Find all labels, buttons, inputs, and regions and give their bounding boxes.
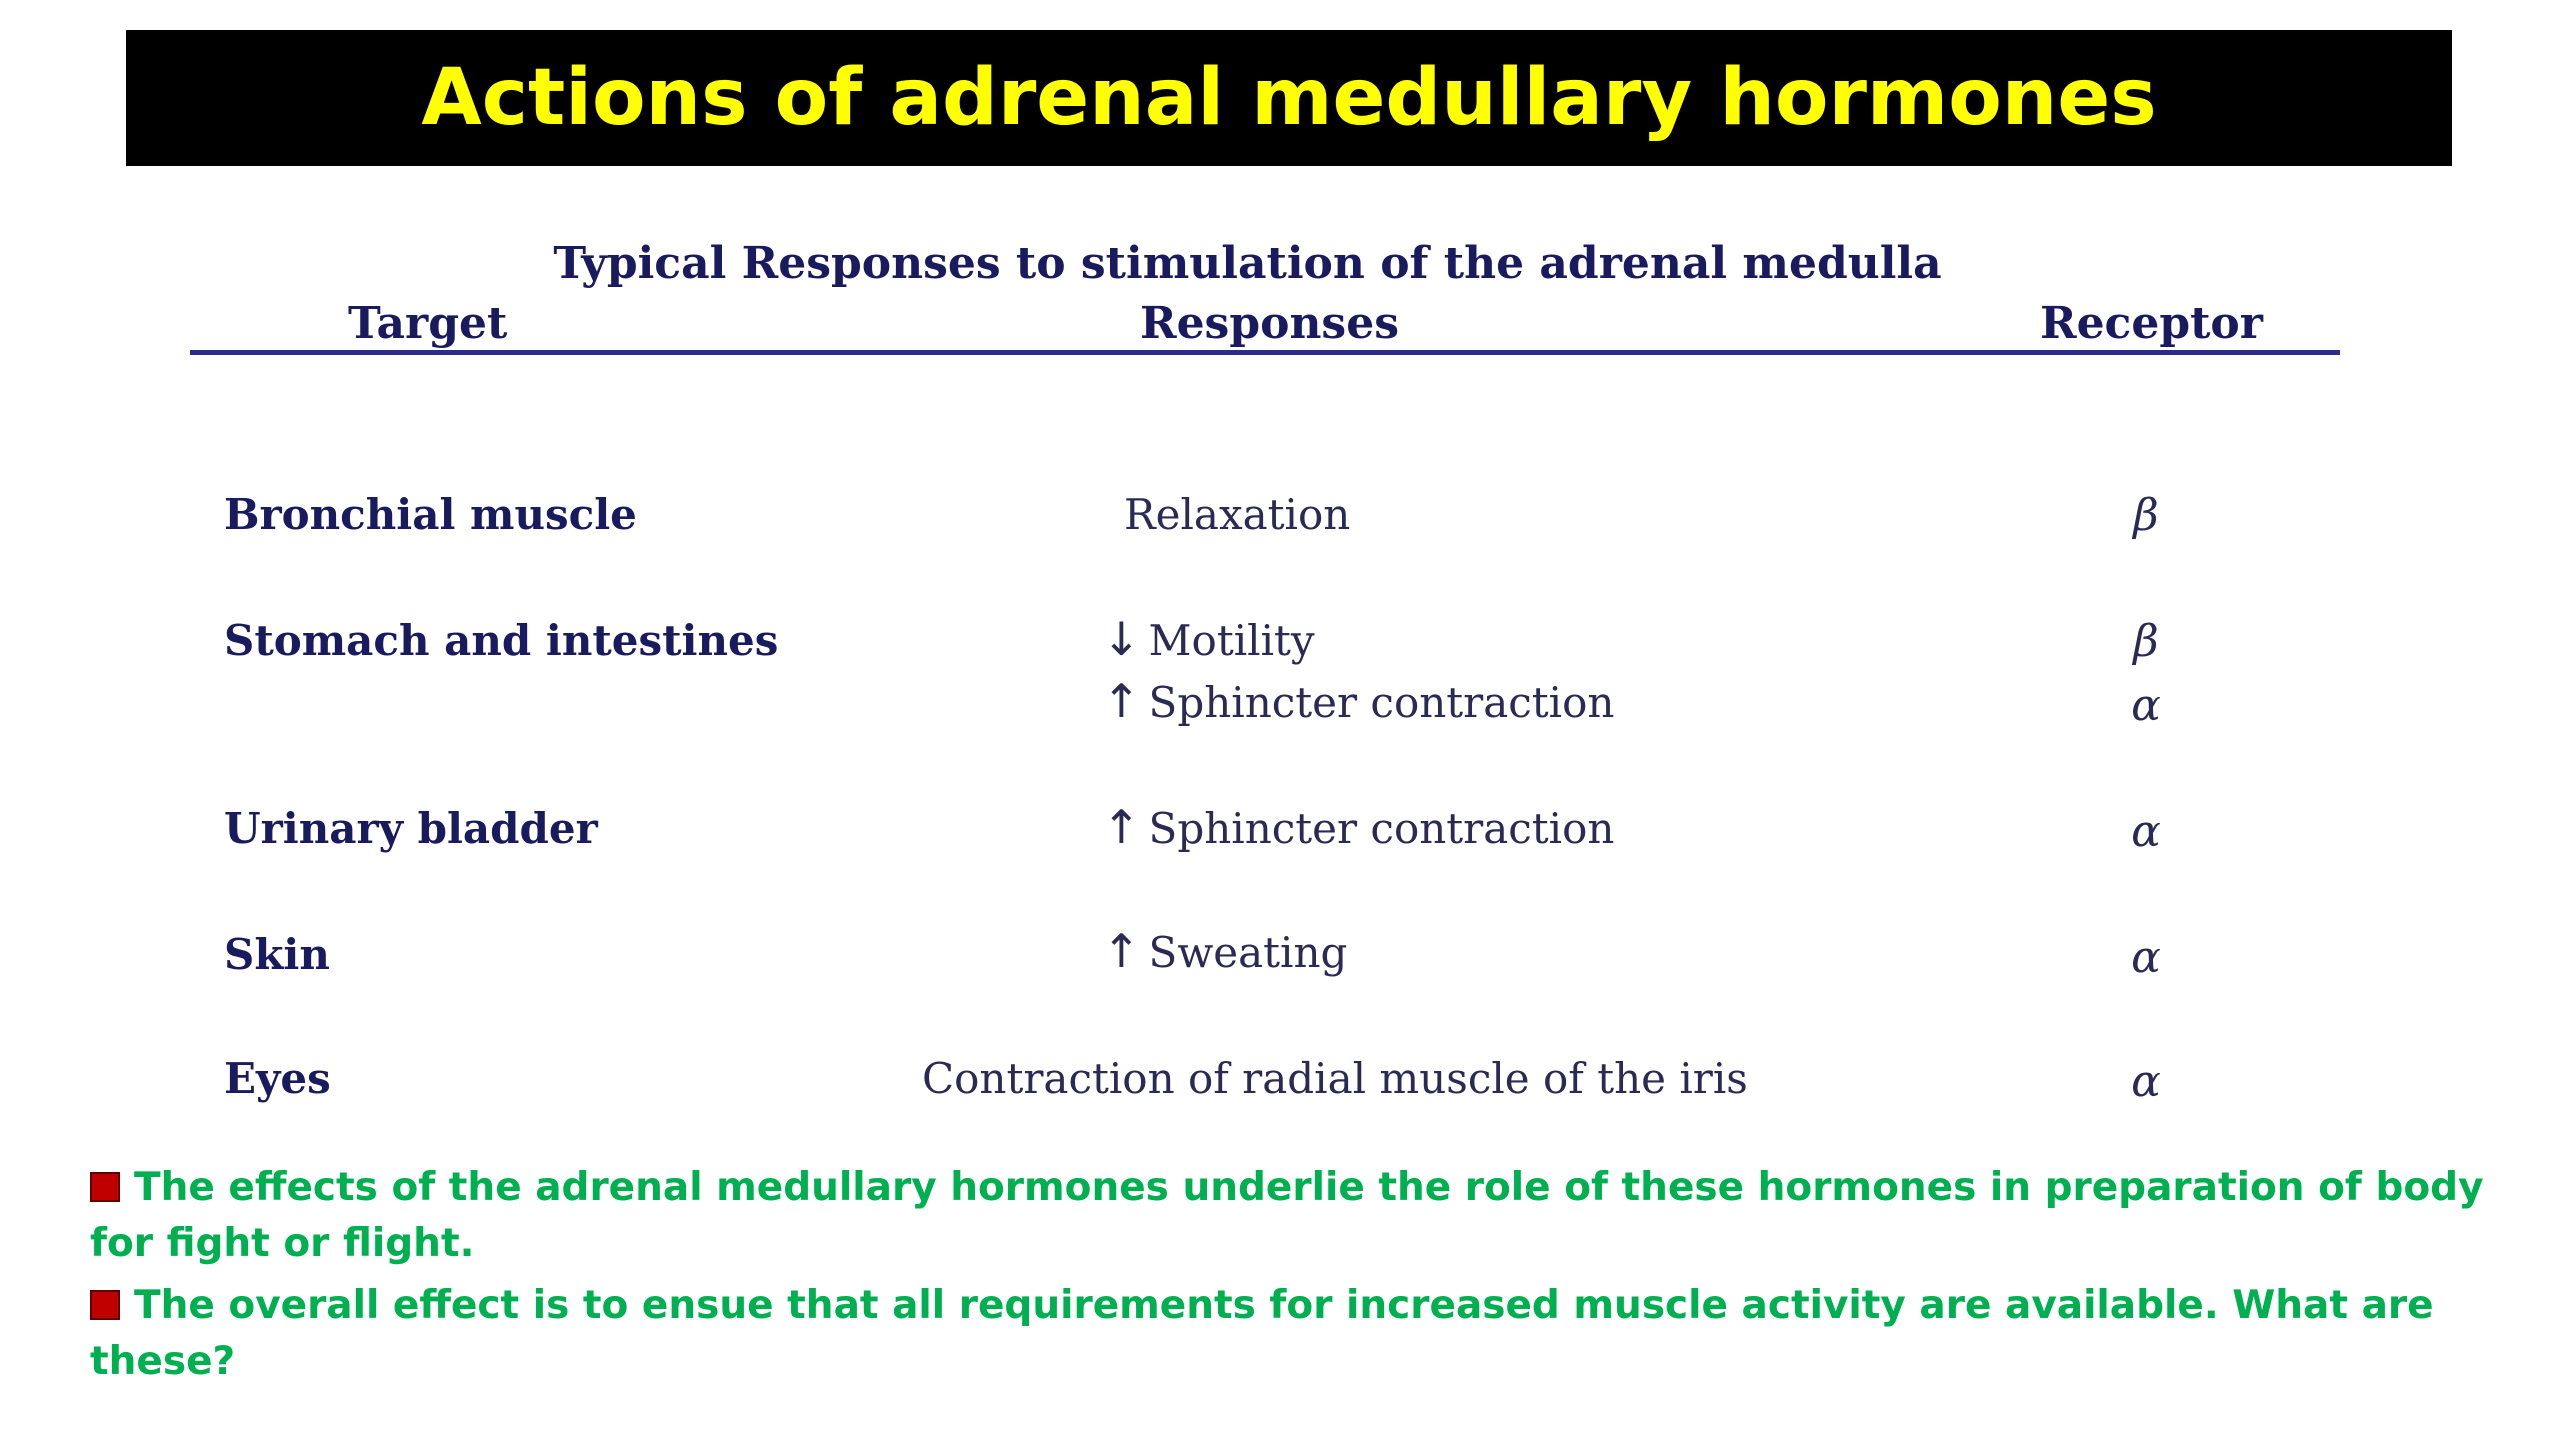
response-text: Contraction of radial muscle of the iris xyxy=(922,1054,1748,1103)
response-text: Relaxation xyxy=(1124,490,1351,539)
table-row-response xyxy=(922,1054,1748,1103)
note-text: The overall effect is to ensue that all requirements for increased muscle activity are available. What are these? xyxy=(90,1283,2434,1384)
arrow-up-icon: ↑ xyxy=(1102,674,1141,728)
table-row-target: Urinary bladder xyxy=(224,804,598,853)
receptor-symbol: α xyxy=(2131,680,2161,731)
table-row-target: Bronchial muscle xyxy=(224,490,637,539)
table-row-response xyxy=(1102,800,1615,854)
table-row-response xyxy=(1124,490,1351,539)
receptor-symbol: β xyxy=(2133,490,2159,541)
receptor-symbol: α xyxy=(2131,806,2161,857)
title-bar xyxy=(126,30,2452,166)
column-header-receptor: Receptor xyxy=(2040,298,2263,349)
header-divider xyxy=(190,350,2340,355)
arrow-down-icon: ↓ xyxy=(1102,612,1141,666)
arrow-up-icon: ↑ xyxy=(1102,800,1141,854)
response-text: Sphincter contraction xyxy=(1148,678,1615,727)
bullet-square-icon xyxy=(90,1290,120,1320)
response-text: Sweating xyxy=(1148,928,1348,977)
column-header-target: Target xyxy=(348,298,508,349)
table-row-response xyxy=(1102,612,1315,666)
response-text: Motility xyxy=(1148,616,1315,665)
note-item xyxy=(90,1160,2510,1272)
table-caption: Typical Responses to stimulation of the adrenal medulla xyxy=(553,238,1942,289)
table-row-response xyxy=(1102,674,1615,728)
table-row-target: Eyes xyxy=(224,1054,331,1103)
slide-title: Actions of adrenal medullary hormones xyxy=(421,53,2157,143)
receptor-symbol: α xyxy=(2131,932,2161,983)
column-header-responses: Responses xyxy=(1140,298,1399,349)
bullet-square-icon xyxy=(90,1172,120,1202)
receptor-symbol: β xyxy=(2133,616,2159,667)
table-row-response xyxy=(1102,924,1348,978)
note-text: The effects of the adrenal medullary hormones underlie the role of these hormones in preparation of body for fight or flight. xyxy=(90,1165,2484,1266)
note-item xyxy=(90,1278,2510,1390)
receptor-symbol: α xyxy=(2131,1056,2161,1107)
arrow-up-icon: ↑ xyxy=(1102,924,1141,978)
table-row-target: Stomach and intestines xyxy=(224,616,779,665)
response-text: Sphincter contraction xyxy=(1148,804,1615,853)
table-row-target: Skin xyxy=(224,930,330,979)
